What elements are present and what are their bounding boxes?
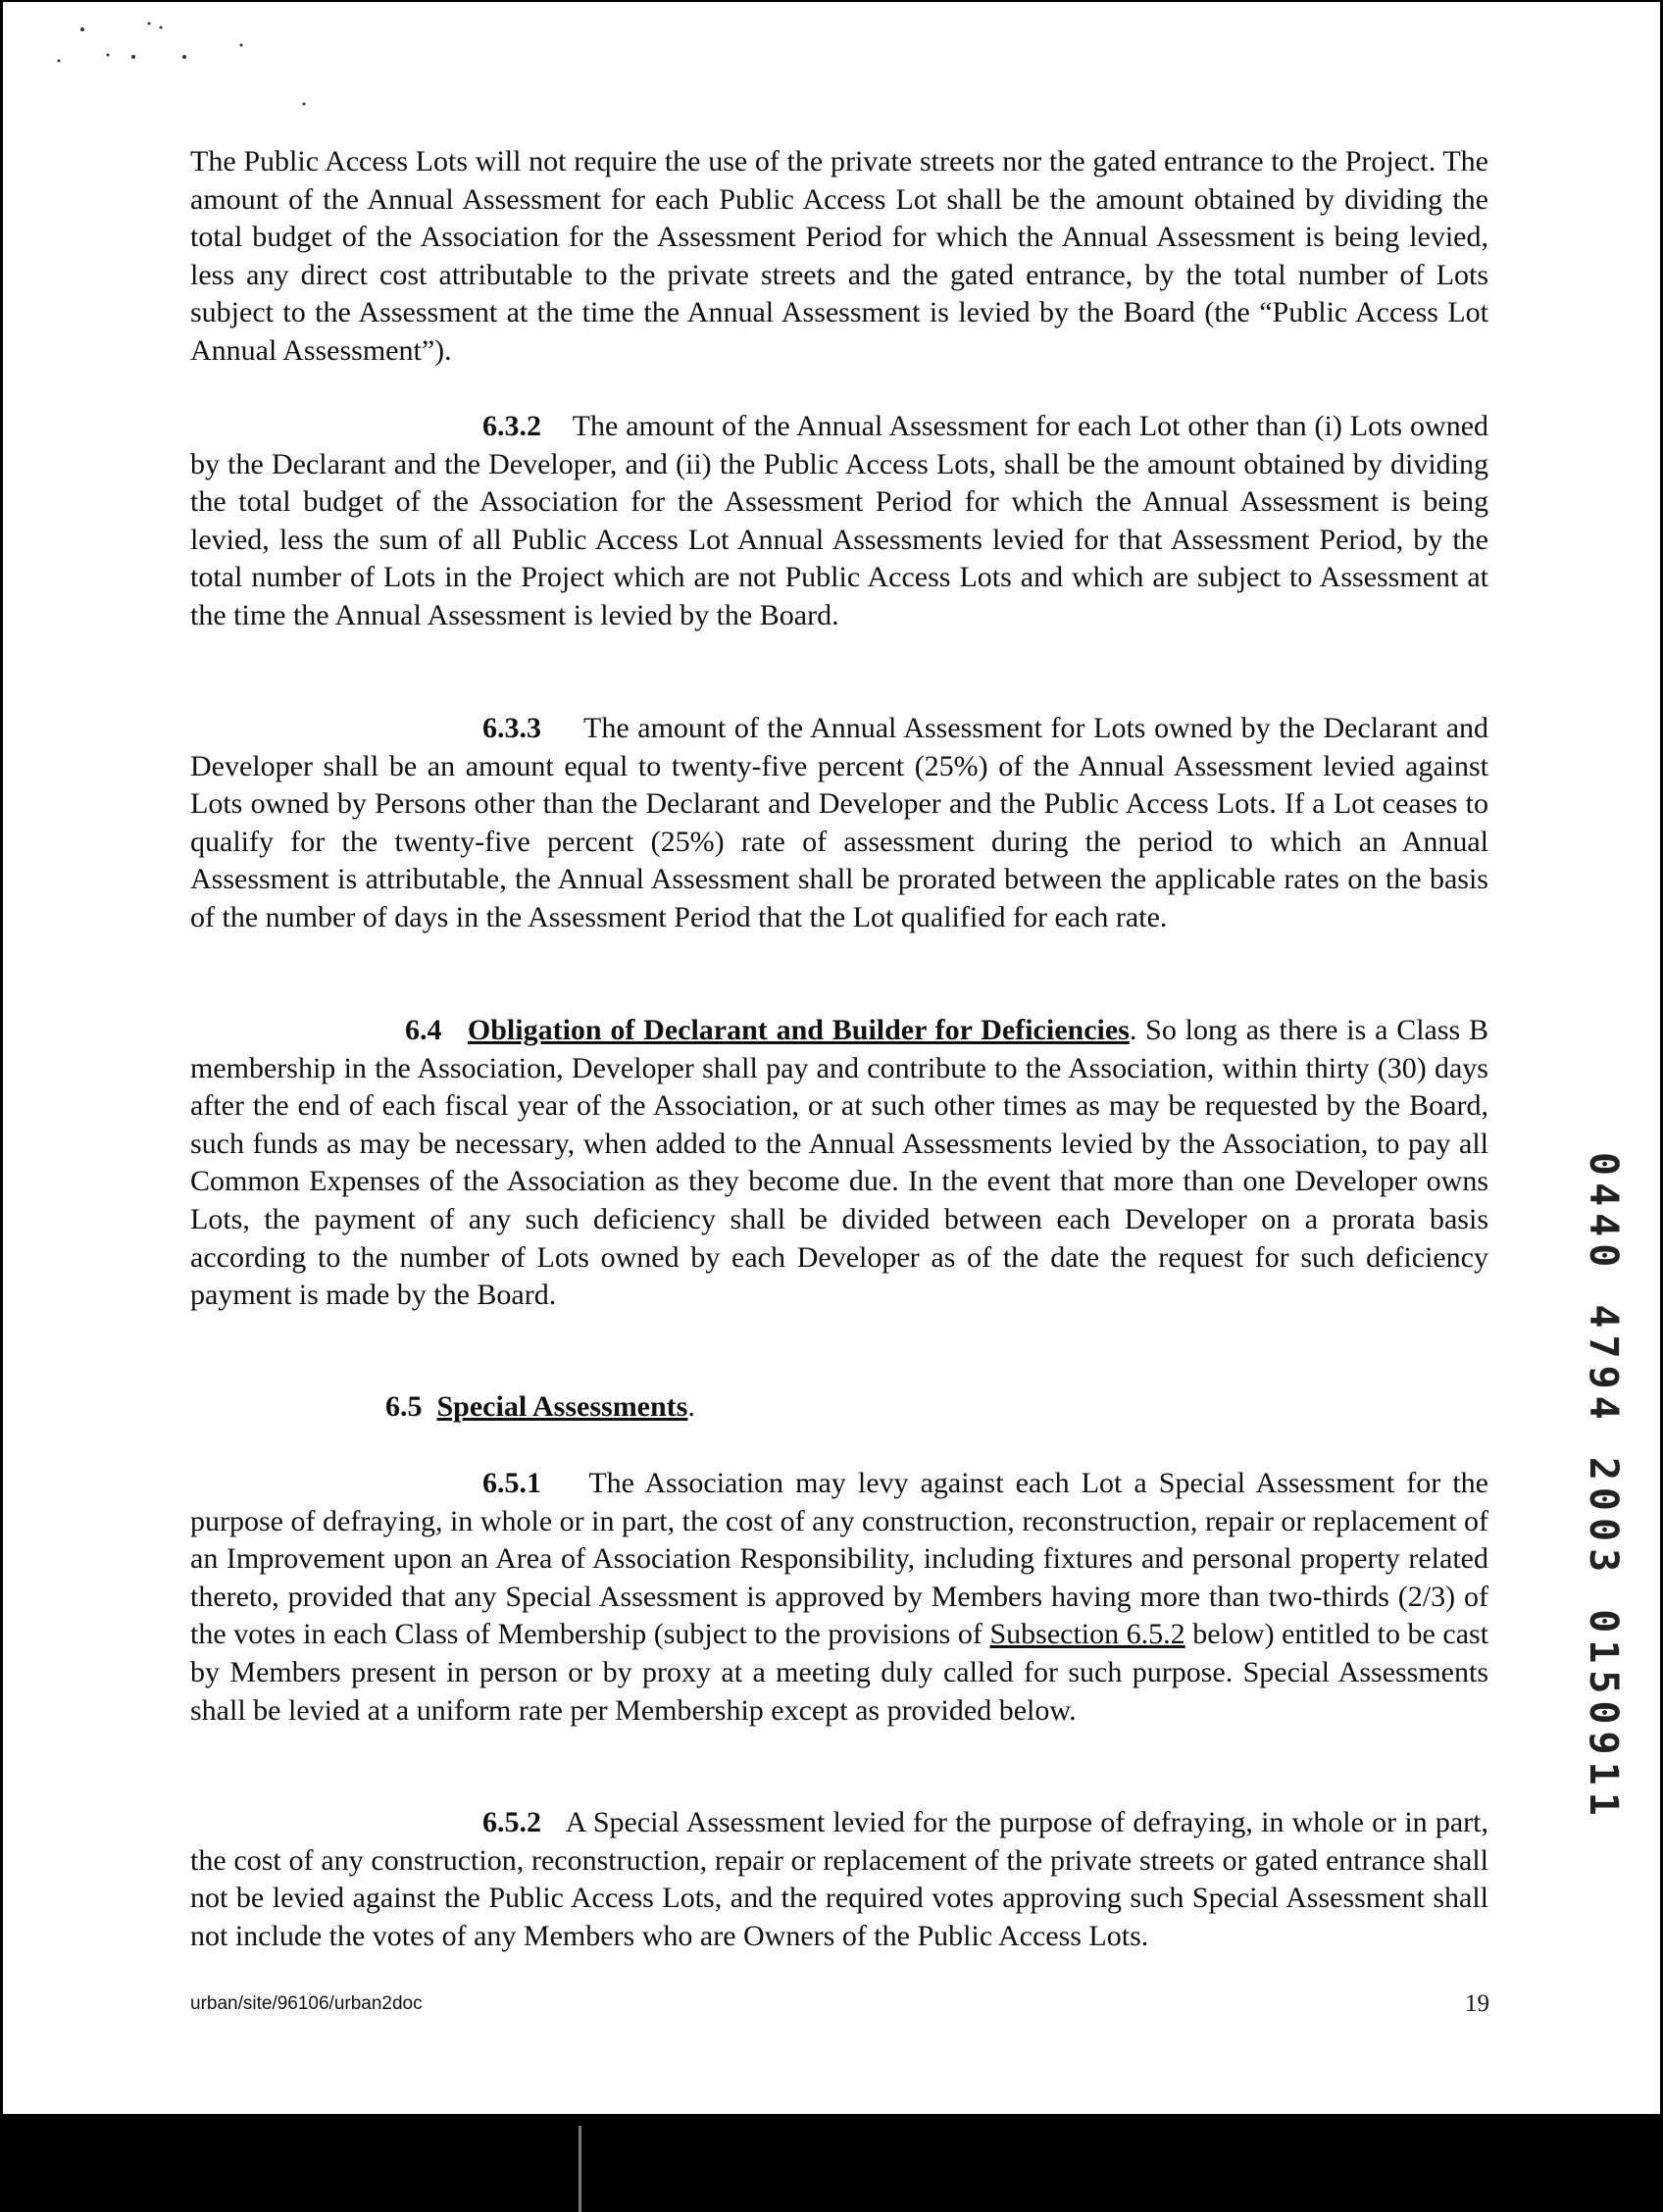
footer-file-path: urban/site/96106/urban2doc — [190, 1993, 423, 2014]
section-6-3-3 — [190, 710, 1488, 937]
subsection-reference: Subsection 6.5.2 — [989, 1618, 1185, 1651]
section-number: 6.5.2 — [482, 1806, 541, 1838]
section-number: 6.4 — [405, 1014, 442, 1046]
section-text: The amount of the Annual Assessment for Lots owned by the Declarant and Developer shall be an amount equal to twenty-five percent (25%) of the Annual Assessment levied against Lots owned by Persons other than the Declarant and Developer and the Public Access Lots. If a Lot ceases to qualify for the twenty-five percent (25%) rate of assessment during the period to which an Annual Assessment is attributable, the Annual Assessment shall be prorated between the applicable rates on the basis of the number of days in the Assessment Period that the Lot qualified for each rate. — [190, 712, 1489, 933]
section-title: Obligation of Declarant and Builder for Deficiencies — [467, 1014, 1130, 1046]
section-6-5-2 — [190, 1804, 1488, 1955]
section-6-5-1 — [190, 1465, 1488, 1730]
section-title: Special Assessments — [436, 1390, 688, 1423]
section-text: The amount of the Annual Assessment for each Lot other than (i) Lots owned by the Declarant and the Developer, and (ii) the Public Access Lots, shall be the amount obtained by dividing the total budget of the Association for the Assessment Period for which the Annual Assessment is being levied, less the sum of all Public Access Lot Annual Assessments levied for that Assessment Period, by the total number of Lots in the Project which are not Public Access Lots and which are subject to Assessment at the time the Annual Assessment is levied by the Board. — [190, 410, 1489, 631]
section-6-5-heading — [385, 1388, 695, 1427]
scan-specks — [39, 18, 333, 116]
section-6-3-2 — [190, 408, 1488, 635]
section-text-continued: below) entitled to be cast by Members present in person or by proxy at a meeting duly called for such purpose. Special Assessments shall be levied at a uniform rate per Membership except as provided below. — [190, 1618, 1489, 1727]
section-6-4 — [190, 1012, 1488, 1315]
scan-border-left — [0, 0, 3, 2114]
scan-border-bottom — [0, 2114, 1663, 2212]
page-number: 19 — [1465, 1990, 1489, 2017]
section-text: The Association may levy against each Lot a Special Assessment for the purpose of defraying, in whole or in part, the cost of any construction, reconstruction, repair or replacement of an Improvement upon an Area of Association Responsibility, including fixtures and personal property related thereto, provided that any Special Assessment is approved by Members having more than two-thirds (2/3) of the votes in each Class of Membership (subject to the provisions of — [190, 1467, 1488, 1651]
section-text: A Special Assessment levied for the purpose of defraying, in whole or in part, the cost of any construction, reconstruction, repair or replacement of the private streets or gated entrance shall not be levied against the Public Access Lots, and the required votes approving such Special Assessment shall not include the votes of any Members who are Owners of the Public Access Lots. — [190, 1806, 1488, 1952]
recording-stamp — [1579, 1152, 1628, 1995]
section-number: 6.3.2 — [482, 410, 541, 442]
section-number: 6.3.3 — [482, 712, 541, 744]
section-text: . So long as there is a Class B membership in the Association, Developer shall pay and contribute to the Association, within thirty (30) days after the end of each fiscal year of the Association, or at such other times as may be requested by the Board, such funds as may be necessary, when added to the Annual Assessments levied by the Association, to pay all Common Expenses of the Association as they become due. In the event that more than one Developer owns Lots, the payment of any such deficiency shall be divided between each Developer on a prorata basis according to the number of Lots owned by each Developer as of the date the request for such deficiency payment is made by the Board. — [190, 1014, 1489, 1312]
section-title-suffix: . — [687, 1390, 695, 1423]
section-number: 6.5.1 — [482, 1467, 541, 1499]
scan-artifact-line — [579, 2126, 581, 2212]
section-number: 6.5 — [385, 1390, 423, 1423]
paragraph-public-access-lots: The Public Access Lots will not require the use of the private streets nor the gated entrance to the Project. The amount of the Annual Assessment for each Public Access Lot shall be the amount obtained by dividing the total budget of the Association for the Assessment Period for which the Annual Assessment is being levied, less any direct cost attributable to the private streets and the gated entrance, by the total number of Lots subject to the Assessment at the time the Annual Assessment is levied by the Board (the “Public Access Lot Annual Assessment”). — [190, 145, 1488, 367]
scan-border-top — [0, 0, 1663, 2]
recording-stamp-number: 0440 4794 2003 0150911 — [1581, 1152, 1626, 1823]
